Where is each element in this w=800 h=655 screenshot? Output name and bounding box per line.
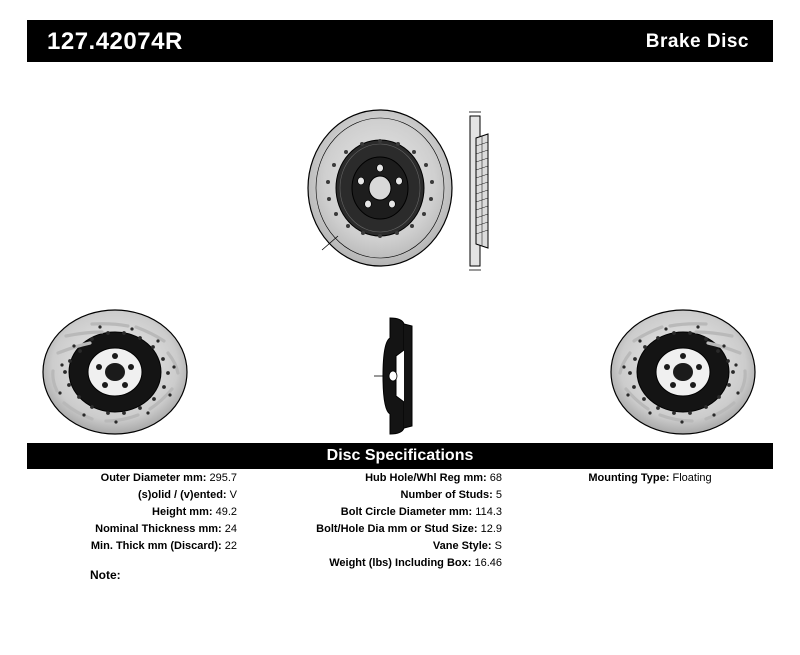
spec-label: Outer Diameter mm: [100,472,207,484]
spec-row [27,506,237,518]
spec-value: Floating [672,472,712,484]
spec-row [252,506,502,518]
spec-label: Number of Studs: [400,489,493,501]
specifications [27,472,773,592]
drilled-slotted-rotor-right-view [608,305,758,440]
drawings-area [0,70,800,440]
spec-label: Mounting Type: [588,472,670,484]
spec-value: 24 [224,523,237,535]
spec-row [252,472,502,484]
spec-value: S [494,540,502,552]
spec-value: 295.7 [209,472,237,484]
spec-row [27,472,237,484]
specs-column-left [27,472,237,557]
spec-row [27,523,237,535]
spec-row [252,557,502,569]
spec-label: Weight (lbs) Including Box: [329,557,472,569]
spec-label: Min. Thick mm (Discard): [90,540,222,552]
spec-label: Nominal Thickness mm: [95,523,222,535]
spec-value: V [229,489,237,501]
note-label: Note: [90,568,121,582]
spec-label: Vane Style: [432,540,492,552]
specs-column-right [527,472,773,489]
spec-value: 22 [224,540,237,552]
spec-row [252,489,502,501]
plain-rotor-edge-view [455,98,505,283]
spec-label: Hub Hole/Whl Reg mm: [365,472,487,484]
specs-column-middle [252,472,502,574]
rotor-cross-section-view [360,310,430,440]
spec-value: 68 [489,472,502,484]
note-field [90,568,121,582]
spec-row [252,540,502,552]
spec-value: 16.46 [474,557,502,569]
header-bar [27,20,773,62]
spec-value: 49.2 [215,506,237,518]
drilled-slotted-rotor-left-view [40,305,190,440]
part-number: 127.42074R [47,28,183,55]
spec-label: (s)olid / (v)ented: [137,489,227,501]
spec-band-title: Disc Specifications [326,447,474,464]
spec-row [252,523,502,535]
spec-row [527,472,773,484]
page-title: Brake Disc [645,31,749,52]
spec-value: 114.3 [475,506,502,518]
spec-label: Height mm: [152,506,213,518]
spec-band [27,443,773,469]
spec-value: 5 [495,489,502,501]
spec-label: Bolt/Hole Dia mm or Stud Size: [316,523,478,535]
spec-value: 12.9 [480,523,502,535]
spec-row [27,489,237,501]
plain-rotor-face-view [300,100,460,275]
spec-row [27,540,237,552]
spec-label: Bolt Circle Diameter mm: [340,506,473,518]
